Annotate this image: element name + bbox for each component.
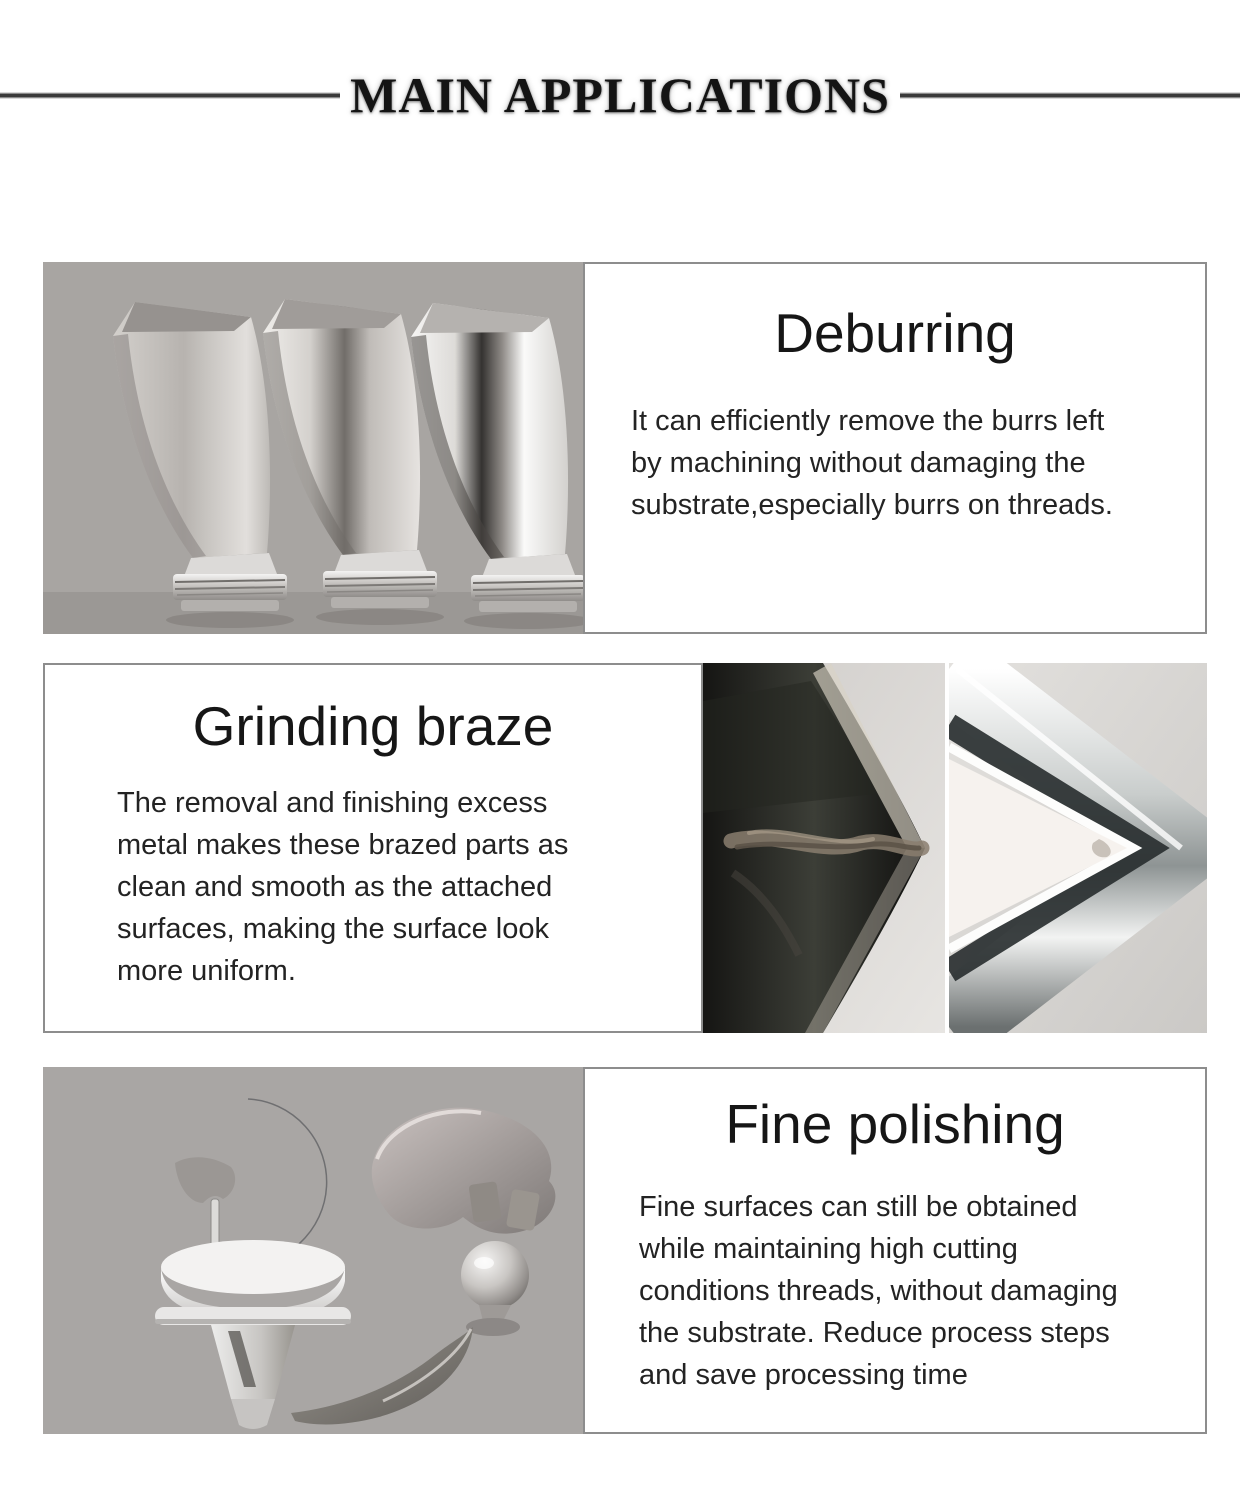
card-title-deburring: Deburring bbox=[774, 302, 1016, 364]
card-body-line: the substrate. Reduce process steps bbox=[639, 1317, 1110, 1349]
card-body-line: It can efficiently remove the burrs left bbox=[631, 405, 1105, 437]
card-body-line: clean and smooth as the attached bbox=[117, 871, 553, 903]
card-body-deburring bbox=[585, 400, 1205, 526]
card-body-line: The removal and finishing excess bbox=[117, 787, 548, 819]
card-body-line: conditions threads, without damaging bbox=[639, 1275, 1118, 1307]
card-body-line: surfaces, making the surface look bbox=[117, 913, 549, 945]
card-title-fine-polishing: Fine polishing bbox=[725, 1093, 1065, 1155]
page-title: MAIN APPLICATIONS bbox=[350, 67, 890, 123]
header-rule-right bbox=[900, 92, 1240, 99]
implants-photo bbox=[43, 1067, 583, 1434]
fine-polishing-text-box bbox=[583, 1067, 1207, 1434]
braze-after-illustration bbox=[949, 663, 1207, 1033]
card-body-line: more uniform. bbox=[117, 955, 296, 987]
turbine-blades-photo bbox=[43, 262, 583, 634]
application-card-grinding-braze bbox=[43, 663, 1207, 1033]
braze-joint-after-photo bbox=[949, 663, 1207, 1033]
card-body-line: Fine surfaces can still be obtained bbox=[639, 1191, 1078, 1223]
page-header bbox=[0, 58, 1245, 132]
braze-before-illustration bbox=[703, 663, 945, 1033]
implants-illustration bbox=[43, 1067, 583, 1434]
application-card-deburring bbox=[43, 262, 1207, 634]
card-body-line: substrate,especially burrs on threads. bbox=[631, 489, 1113, 521]
card-body-line: by machining without damaging the bbox=[631, 447, 1086, 479]
card-body-line: and save processing time bbox=[639, 1359, 968, 1391]
card-body-fine-polishing bbox=[585, 1186, 1205, 1396]
card-body-line: while maintaining high cutting bbox=[639, 1233, 1018, 1265]
application-card-fine-polishing bbox=[43, 1067, 1207, 1434]
header-rule-left bbox=[0, 92, 340, 99]
braze-joint-before-photo bbox=[703, 663, 945, 1033]
card-body-grinding-braze bbox=[45, 782, 701, 992]
deburring-text-box bbox=[583, 262, 1207, 634]
card-title-grinding-braze: Grinding braze bbox=[192, 695, 554, 757]
grinding-braze-text-box bbox=[43, 663, 703, 1033]
turbine-blades-illustration bbox=[43, 262, 583, 634]
card-body-line: metal makes these brazed parts as bbox=[117, 829, 569, 861]
